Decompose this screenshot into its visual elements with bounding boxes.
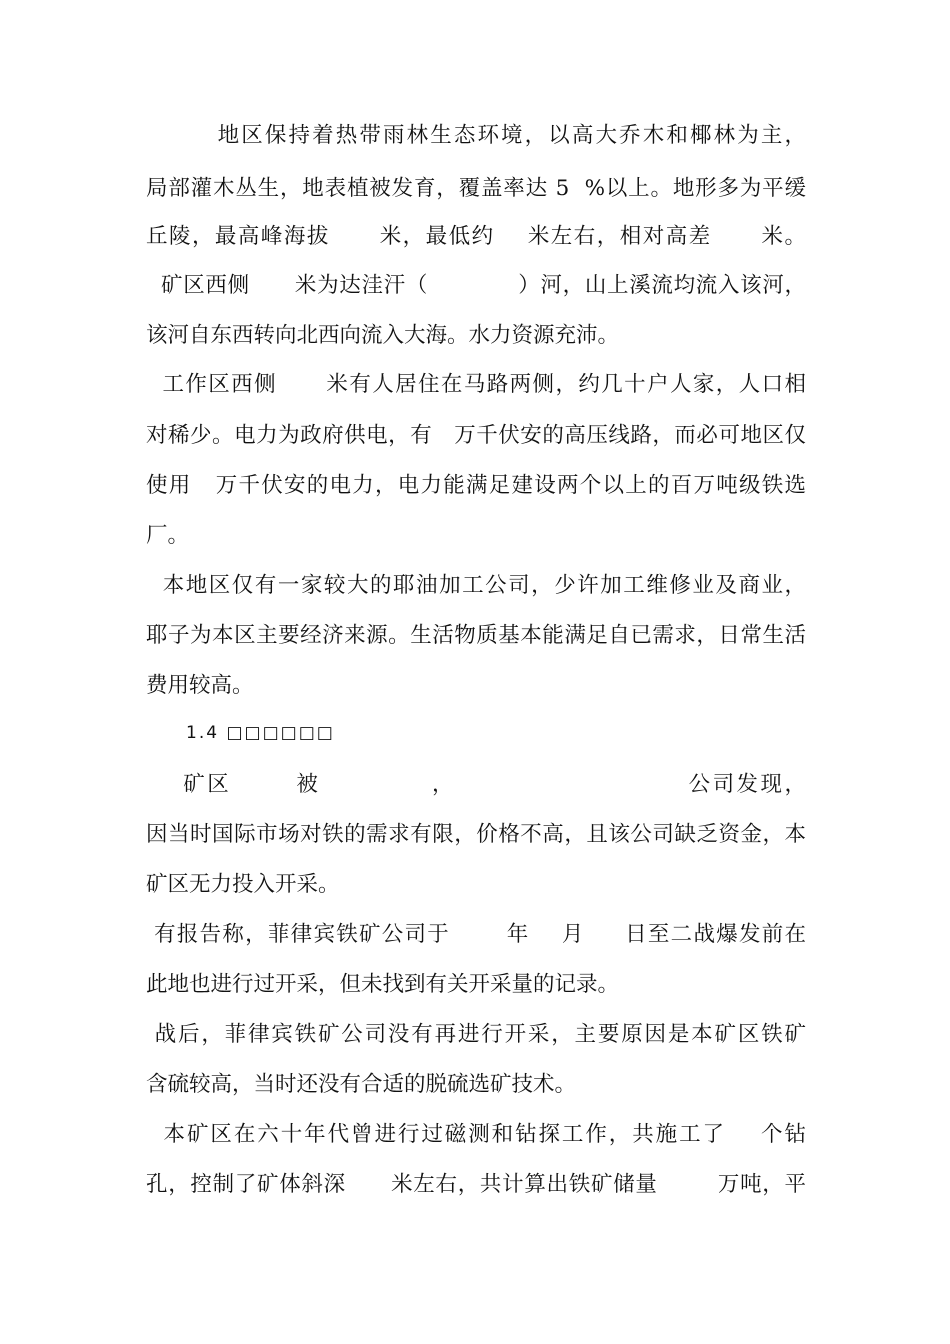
paragraph-5-line-1: 矿区 被 ， 公司发现， <box>146 772 806 797</box>
paragraph-3-line-3: 使用 万千伏安的电力，电力能满足建设两个以上的百万吨级铁选 <box>146 473 806 498</box>
paragraph-6-line-1: 有报告称，菲律宾铁矿公司于 年 月 日至二战爆发前在 <box>146 922 806 947</box>
paragraph-7-line-2: 含硫较高，当时还没有合适的脱硫选矿技术。 <box>146 1072 577 1097</box>
paragraph-4-line-1: 本地区仅有一家较大的耶油加工公司，少许加工维修业及商业， <box>146 573 806 598</box>
paragraph-3-line-4: 厂。 <box>146 523 190 548</box>
paragraph-3-line-1: 工作区西侧 米有人居住在马路两侧，约几十户人家，人口相 <box>146 372 806 397</box>
paragraph-7-line-1: 战后，菲律宾铁矿公司没有再进行开采，主要原因是本矿区铁矿 <box>146 1022 806 1047</box>
paragraph-1-line-2: 局部灌木丛生，地表植被发育，覆盖率达 5 %以上。地形多为平缓 <box>146 176 806 201</box>
paragraph-6-line-2: 此地也进行过开采，但未找到有关开采量的记录。 <box>146 972 620 997</box>
paragraph-3-line-2: 对稀少。电力为政府供电，有 万千伏安的高压线路，而必可地区仅 <box>146 423 806 448</box>
paragraph-5-line-3: 矿区无力投入开采。 <box>146 872 340 897</box>
paragraph-8-line-1: 本矿区在六十年代曾进行过磁测和钻探工作，共施工了 个钻 <box>146 1122 806 1147</box>
paragraph-1-line-1: 地区保持着热带雨林生态环境，以高大乔木和椰林为主， <box>146 123 806 148</box>
paragraph-1-line-3: 丘陵，最高峰海拔 米，最低约 米左右，相对高差 米。 <box>146 224 806 249</box>
paragraph-2-line-2: 该河自东西转向北西向流入大海。水力资源充沛。 <box>146 323 620 348</box>
paragraph-2-line-1: 矿区西侧 米为达洼汗（ ）河，山上溪流均流入该河， <box>146 273 806 298</box>
paragraph-5-line-2: 因当时国际市场对铁的需求有限，价格不高，且该公司缺乏资金，本 <box>146 822 806 847</box>
paragraph-4-line-2: 耶子为本区主要经济来源。生活物质基本能满足自已需求，日常生活 <box>146 623 806 648</box>
paragraph-4-line-3: 费用较高。 <box>146 673 254 698</box>
paragraph-8-line-2: 孔，控制了矿体斜深 米左右，共计算出铁矿储量 万吨，平 <box>146 1172 806 1197</box>
section-heading: 1.4 □□□□□□ <box>186 723 335 743</box>
